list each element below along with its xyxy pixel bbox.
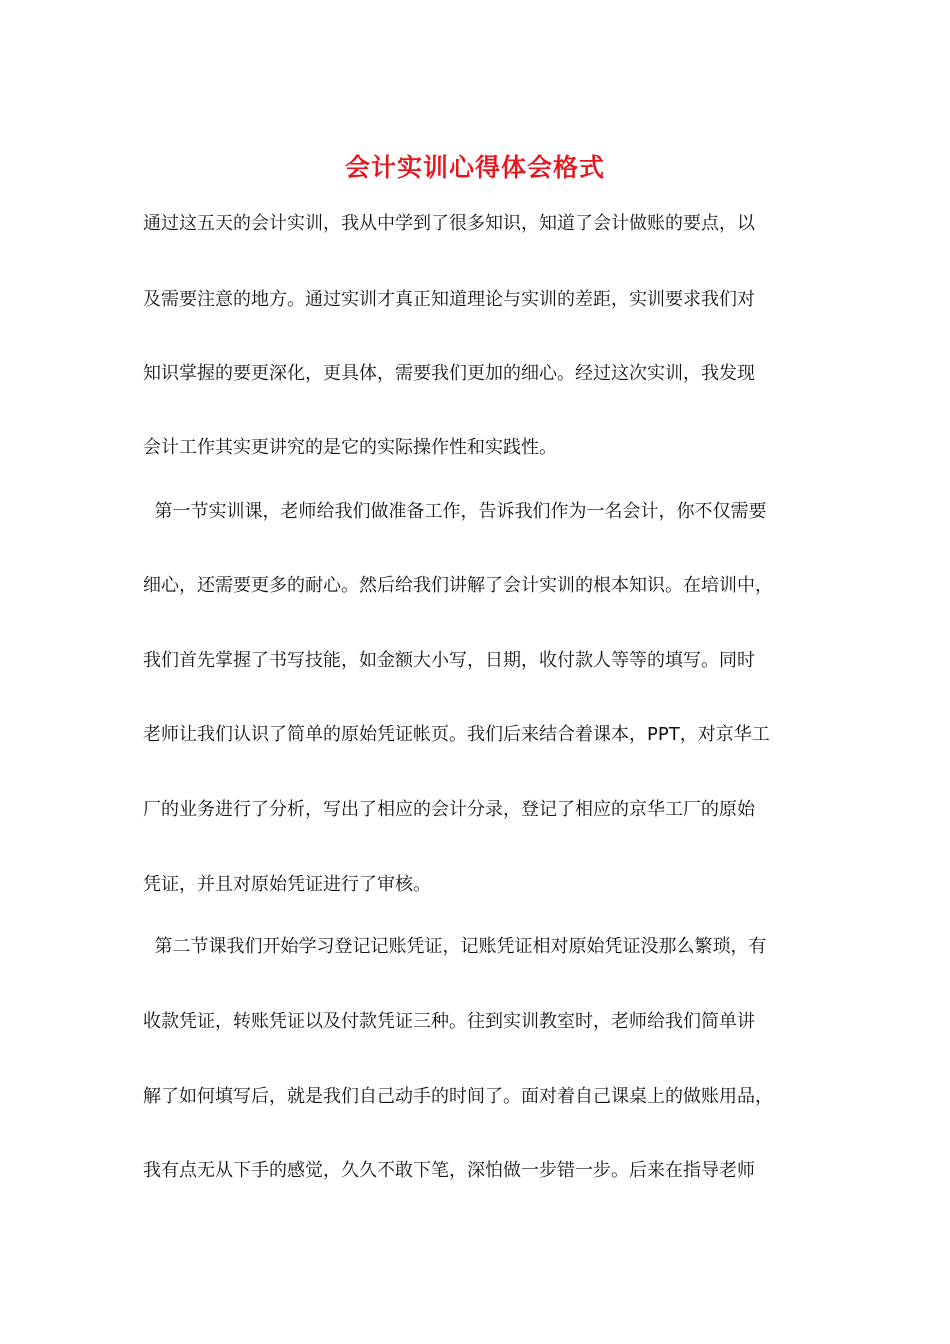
- body-line: 我有点无从下手的感觉，久久不敢下笔，深怕做一步错一步。后来在指导老师: [143, 1160, 755, 1181]
- body-line: 收款凭证，转账凭证以及付款凭证三种。往到实训教室时，老师给我们简单讲: [143, 1011, 755, 1032]
- body-line: 通过这五天的会计实训，我从中学到了很多知识，知道了会计做账的要点，以: [143, 213, 755, 234]
- body-line: 知识掌握的要更深化，更具体，需要我们更加的细心。经过这次实训，我发现: [143, 363, 755, 384]
- body-line: 及需要注意的地方。通过实训才真正知道理论与实训的差距，实训要求我们对: [143, 289, 755, 310]
- body-line: 细心，还需要更多的耐心。然后给我们讲解了会计实训的根本知识。在培训中，: [143, 575, 773, 596]
- document-title: 会计实训心得体会格式: [344, 153, 605, 182]
- body-line: 凭证，并且对原始凭证进行了审核。: [143, 874, 431, 895]
- body-line: 第二节课我们开始学习登记记账凭证，记账凭证相对原始凭证没那么繁琐，有: [143, 936, 767, 957]
- body-line: 解了如何填写后，就是我们自己动手的时间了。面对着自己课桌上的做账用品，: [143, 1086, 773, 1107]
- body-line: 厂的业务进行了分析，写出了相应的会计分录，登记了相应的京华工厂的原始: [143, 799, 755, 820]
- body-line: 会计工作其实更讲究的是它的实际操作性和实践性。: [143, 437, 557, 458]
- body-line: 第一节实训课，老师给我们做准备工作，告诉我们作为一名会计，你不仅需要: [143, 501, 767, 522]
- body-line: 我们首先掌握了书写技能，如金额大小写，日期，收付款人等等的填写。同时: [143, 650, 755, 671]
- body-line: 老师让我们认识了简单的原始凭证帐页。我们后来结合着课本，PPT，对京华工: [143, 724, 770, 745]
